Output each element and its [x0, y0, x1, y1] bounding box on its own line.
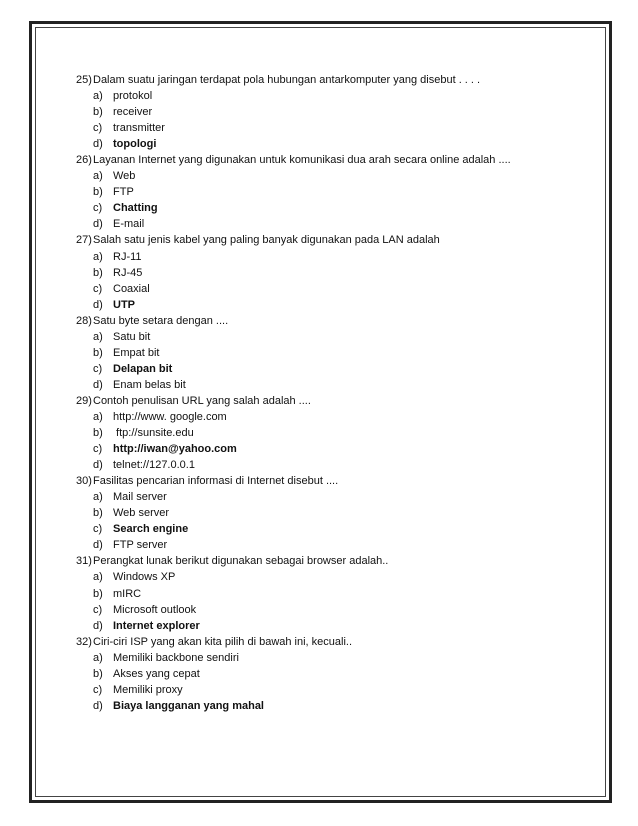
option-text: Microsoft outlook [113, 603, 197, 616]
option-letter: d) [93, 378, 103, 391]
option-text: Akses yang cepat [113, 667, 200, 680]
option-letter: c) [93, 282, 103, 295]
answer-option [76, 521, 586, 537]
option-text: receiver [113, 106, 153, 119]
option-text: FTP server [113, 539, 168, 552]
answer-option [76, 120, 586, 136]
option-text: telnet://127.0.0.1 [113, 459, 195, 472]
option-letter: b) [93, 427, 103, 440]
answer-option [76, 489, 586, 505]
question-7 [76, 553, 586, 569]
question-list [76, 72, 586, 714]
option-letter: a) [93, 651, 103, 664]
option-letter: d) [93, 298, 103, 311]
answer-option [76, 377, 586, 393]
option-text: Mail server [113, 491, 167, 504]
answer-option [76, 88, 586, 104]
answer-option [76, 104, 586, 120]
option-letter: c) [93, 523, 103, 536]
question-text: Satu byte setara dengan .... [93, 314, 229, 327]
option-letter: b) [93, 106, 103, 119]
question-number: 28) [76, 314, 92, 327]
question-number: 30) [76, 475, 92, 488]
answer-option [76, 537, 586, 553]
question-2 [76, 152, 586, 168]
question-text: Fasilitas pencarian informasi di Internet disebut .... [93, 475, 339, 488]
question-3 [76, 232, 586, 248]
option-text: Web server [113, 507, 170, 520]
option-text: Satu bit [113, 330, 151, 343]
question-text: Ciri-ciri ISP yang akan kita pilih di bawah ini, kecuali.. [93, 635, 353, 648]
option-text: RJ-11 [113, 250, 142, 263]
option-text: Coaxial [113, 282, 150, 295]
option-letter: b) [93, 186, 103, 199]
option-text: Memiliki backbone sendiri [113, 651, 239, 664]
answer-option [76, 216, 586, 232]
correct-answer-text: Chatting [113, 202, 158, 215]
option-letter: d) [93, 138, 103, 151]
question-6 [76, 473, 586, 489]
question-number: 27) [76, 234, 92, 247]
option-text: Web [113, 170, 136, 183]
answer-option [76, 249, 586, 265]
question-number: 29) [76, 394, 92, 407]
answer-option [76, 297, 586, 313]
option-letter: a) [93, 330, 103, 343]
answer-option [76, 136, 586, 152]
option-letter: a) [93, 571, 103, 584]
answer-option [76, 361, 586, 377]
correct-answer-text: Delapan bit [113, 362, 173, 375]
question-text: Contoh penulisan URL yang salah adalah .... [93, 394, 311, 407]
option-letter: b) [93, 266, 103, 279]
answer-option [76, 682, 586, 698]
answer-option [76, 345, 586, 361]
question-number: 32) [76, 635, 92, 648]
question-1 [76, 72, 586, 88]
answer-option [76, 569, 586, 585]
question-8 [76, 634, 586, 650]
answer-option [76, 168, 586, 184]
option-text: Empat bit [113, 346, 160, 359]
answer-option [76, 281, 586, 297]
question-text: Dalam suatu jaringan terdapat pola hubungan antarkomputer yang disebut . . . . [93, 74, 481, 86]
question-4 [76, 313, 586, 329]
correct-answer-text: UTP [113, 298, 135, 311]
option-letter: c) [93, 603, 103, 616]
answer-option [76, 457, 586, 473]
option-text: http://www. google.com [113, 410, 227, 423]
correct-answer-text: Internet explorer [113, 619, 200, 632]
option-letter: c) [93, 443, 103, 456]
correct-answer-text: Search engine [113, 523, 189, 536]
correct-answer-text: Biaya langganan yang mahal [113, 699, 264, 712]
option-letter: b) [93, 346, 103, 359]
question-5 [76, 393, 586, 409]
option-letter: a) [93, 491, 103, 504]
option-letter: c) [93, 122, 103, 135]
question-number: 26) [76, 154, 92, 167]
answer-option [76, 329, 586, 345]
option-text: Enam belas bit [113, 378, 186, 391]
answer-option [76, 425, 586, 441]
answer-option [76, 200, 586, 216]
option-letter: c) [93, 362, 103, 375]
answer-option [76, 650, 586, 666]
option-text: mIRC [113, 587, 142, 600]
option-text: transmitter [113, 122, 165, 135]
option-letter: a) [93, 170, 103, 183]
option-text: Windows XP [113, 571, 176, 584]
correct-answer-text: http://iwan@yahoo.com [113, 443, 237, 456]
question-text: Salah satu jenis kabel yang paling banyak digunakan pada LAN adalah [93, 234, 440, 247]
question-number: 31) [76, 555, 92, 568]
option-text: FTP [113, 186, 134, 199]
answer-option [76, 602, 586, 618]
option-letter: c) [93, 202, 103, 215]
option-letter: d) [93, 539, 103, 552]
answer-option [76, 265, 586, 281]
option-letter: a) [93, 250, 103, 263]
option-letter: b) [93, 507, 103, 520]
answer-option [76, 505, 586, 521]
answer-option [76, 441, 586, 457]
option-letter: b) [93, 667, 103, 680]
option-letter: a) [93, 410, 103, 423]
option-text: Memiliki proxy [113, 683, 183, 696]
option-letter: d) [93, 218, 103, 231]
option-letter: d) [93, 699, 103, 712]
answer-option [76, 586, 586, 602]
option-text: RJ-45 [113, 266, 143, 279]
option-letter: d) [93, 619, 103, 632]
option-letter: c) [93, 683, 103, 696]
question-text: Perangkat lunak berikut digunakan sebagai browser adalah.. [93, 555, 389, 568]
correct-answer-text: topologi [113, 138, 157, 151]
answer-option [76, 409, 586, 425]
answer-option [76, 698, 586, 714]
answer-option [76, 184, 586, 200]
option-text: protokol [113, 90, 153, 103]
answer-option [76, 666, 586, 682]
option-letter: a) [93, 90, 103, 103]
question-text: Layanan Internet yang digunakan untuk komunikasi dua arah secara online adalah .... [93, 154, 511, 167]
answer-option [76, 618, 586, 634]
question-number: 25) [76, 74, 92, 86]
option-letter: d) [93, 459, 103, 472]
option-text: E-mail [113, 218, 145, 231]
option-text: ftp://sunsite.edu [113, 427, 194, 440]
option-letter: b) [93, 587, 103, 600]
